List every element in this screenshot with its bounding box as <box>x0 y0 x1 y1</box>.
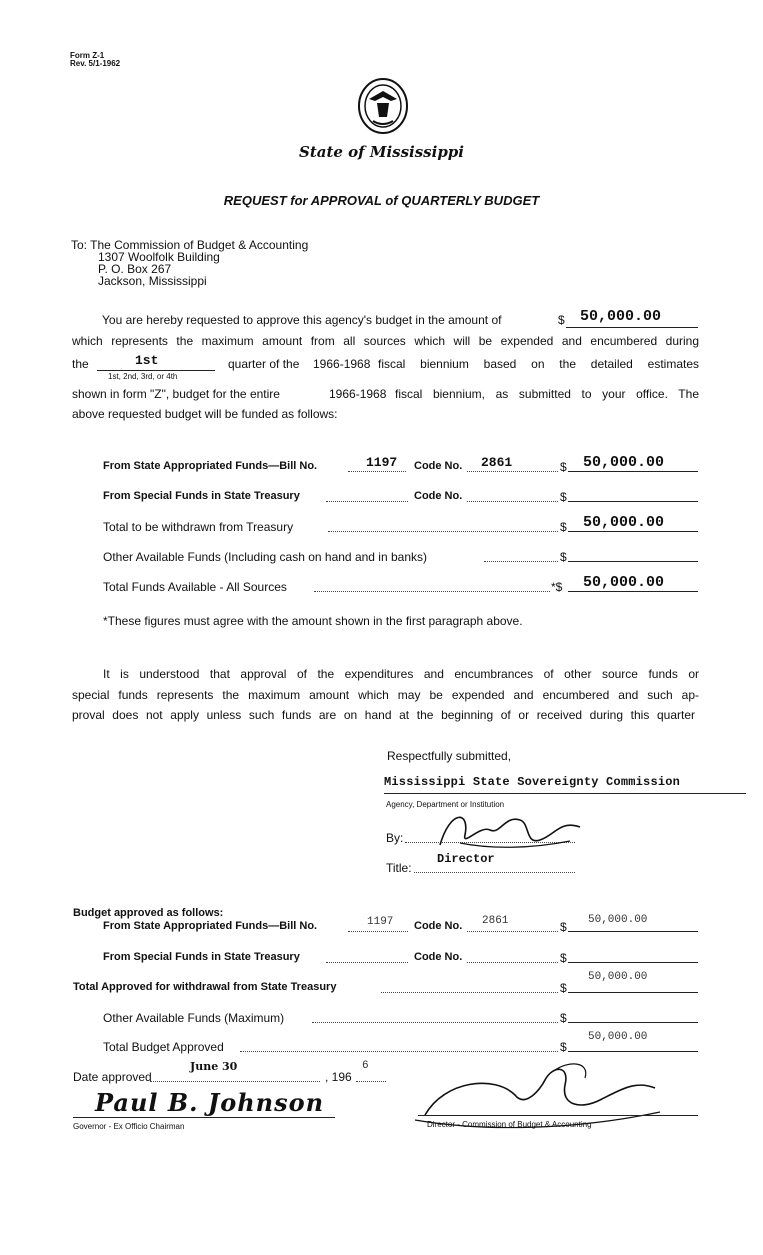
by-label: By: <box>386 831 404 845</box>
biennium-value-2: 1966-1968 <box>329 387 387 401</box>
funding-row1-dollar: $ <box>560 460 567 474</box>
approval-row5-dollar: $ <box>560 1040 567 1054</box>
recipient-address <box>71 239 308 287</box>
funding-row3-line <box>568 531 698 532</box>
quarter-value: 1st <box>135 353 159 368</box>
para1-line1-text: You are hereby requested to approve this agency's budget in the amount of <box>102 313 502 327</box>
approval-row3-dollar: $ <box>560 981 567 995</box>
para1-line2: which represents the maximum amount from all sources which will be expended and encumbered during <box>72 334 699 348</box>
form-id <box>70 52 120 68</box>
funding-row1-line <box>568 471 698 472</box>
approval-row5-dots <box>240 1051 558 1052</box>
biennium-value-1: 1966-1968 <box>313 357 371 371</box>
state-seal-icon <box>357 77 409 135</box>
approval-bill-number: 1197 <box>367 916 394 928</box>
row2-code-dots <box>467 501 558 502</box>
approval-row5-amount: 50,000.00 <box>588 1031 648 1043</box>
approval-row2-line <box>568 962 698 963</box>
para1-dollar-sign: $ <box>558 313 565 327</box>
director-caption: Director - Commission of Budget & Accounting <box>427 1120 592 1129</box>
approval-row4-dots <box>312 1022 558 1023</box>
address-line: P. O. Box 267 <box>98 262 172 276</box>
funding-row4-line <box>568 561 698 562</box>
title-dots <box>414 872 575 873</box>
date-year-prefix: , 196 <box>325 1070 352 1084</box>
quarter-hint: 1st, 2nd, 3rd, or 4th <box>108 372 178 381</box>
funding-row2-dollar: $ <box>560 490 567 504</box>
approval-row1-line <box>568 931 698 932</box>
requested-amount: 50,000.00 <box>580 308 662 325</box>
para2-line1: It is understood that approval of the expenditures and encumbrances of other source funds or <box>103 667 699 681</box>
address-line: 1307 Woolfolk Building <box>98 250 220 264</box>
approval-row1-label: From State Appropriated Funds—Bill No. <box>103 920 318 932</box>
para1-line3-tail: fiscal biennium based on the detailed estimates <box>378 357 699 371</box>
title-value: Director <box>437 852 495 866</box>
para1-line4-a: shown in form "Z", budget for the entire <box>72 387 280 401</box>
funding-row1-amount: 50,000.00 <box>583 454 665 471</box>
funding-row4-dollar: $ <box>560 550 567 564</box>
date-dots <box>150 1081 320 1082</box>
approval-row3-label: Total Approved for withdrawal from State Treasury <box>73 981 337 993</box>
date-year-suffix: 6 <box>362 1060 369 1072</box>
row4-dots <box>484 561 558 562</box>
funding-bill-number: 1197 <box>366 455 398 470</box>
para1-quarter-of: quarter of the <box>228 357 300 371</box>
funding-note: *These figures must agree with the amount shown in the first paragraph above. <box>103 614 523 628</box>
approval-row4-dollar: $ <box>560 1011 567 1025</box>
document-title: REQUEST for APPROVAL of QUARTERLY BUDGET <box>223 193 540 208</box>
row5-dots <box>314 591 550 592</box>
governor-caption: Governor - Ex Officio Chairman <box>73 1122 185 1131</box>
date-year-prefix-text: 196 <box>331 1070 352 1084</box>
quarter-line <box>97 370 215 371</box>
approval-row2-code-dots <box>467 962 558 963</box>
governor-signature: Paul B. Johnson <box>95 1088 325 1117</box>
year-dots <box>356 1081 386 1082</box>
approval-row3-dots <box>381 992 558 993</box>
amount-line <box>566 327 698 328</box>
funding-row1-code-label: Code No. <box>414 460 463 472</box>
bill-dots <box>348 471 406 472</box>
funding-code-number: 2861 <box>481 455 513 470</box>
funding-row5-line <box>568 591 698 592</box>
date-approved-label: Date approved <box>73 1070 152 1084</box>
approval-code-number: 2861 <box>482 915 509 927</box>
funding-row3-dollar: $ <box>560 520 567 534</box>
funding-row3-label: Total to be withdrawn from Treasury <box>103 520 294 534</box>
respectfully-submitted: Respectfully submitted, <box>387 749 512 763</box>
code-dots <box>467 471 558 472</box>
para1-the: the <box>72 357 89 371</box>
row2-dots <box>326 501 408 502</box>
funding-row5-label: Total Funds Available - All Sources <box>103 580 287 594</box>
form-revision: Rev. 5/1-1962 <box>70 59 121 68</box>
approval-row2-code-label: Code No. <box>414 951 463 963</box>
approval-row5-label: Total Budget Approved <box>103 1040 224 1054</box>
governor-line <box>73 1117 335 1118</box>
approval-row4-label: Other Available Funds (Maximum) <box>103 1011 285 1025</box>
row3-dots <box>328 531 558 532</box>
approval-heading: Budget approved as follows: <box>73 907 224 919</box>
agency-name: Mississippi State Sovereignty Commission <box>384 775 681 789</box>
para2-line3: proval does not apply unless such funds are on hand at the beginning of or received during this quarter <box>72 708 695 722</box>
approval-row2-dollar: $ <box>560 951 567 965</box>
form-number: Form Z-1 <box>70 51 105 60</box>
para1-line4-b: fiscal biennium, as submitted to your office. The <box>395 387 699 401</box>
agency-line <box>384 793 746 794</box>
funding-row5-dollar: *$ <box>551 580 563 594</box>
title-label: Title: <box>386 861 412 875</box>
approval-row1-dollar: $ <box>560 920 567 934</box>
address-line: To: The Commission of Budget & Accounting <box>71 238 309 252</box>
state-title: State of Mississippi <box>298 143 464 161</box>
funding-row2-label: From Special Funds in State Treasury <box>103 490 300 502</box>
address-line: Jackson, Mississippi <box>98 274 207 288</box>
funding-row3-amount: 50,000.00 <box>583 514 665 531</box>
approval-row3-line <box>568 992 698 993</box>
approval-row4-line <box>568 1022 698 1023</box>
approval-bill-dots <box>348 931 408 932</box>
director-signature-icon <box>430 805 590 855</box>
funding-row2-code-label: Code No. <box>414 490 463 502</box>
funding-row1-label: From State Appropriated Funds—Bill No. <box>103 460 318 472</box>
funding-row5-amount: 50,000.00 <box>583 574 665 591</box>
approval-row3-amount: 50,000.00 <box>588 971 648 983</box>
approval-row1-amount: 50,000.00 <box>588 914 648 926</box>
director-line <box>418 1115 698 1116</box>
approval-row2-label: From Special Funds in State Treasury <box>103 951 300 963</box>
approval-row5-line <box>568 1051 698 1052</box>
agency-caption: Agency, Department or Institution <box>386 800 505 809</box>
date-approved-value: June 30 <box>190 1060 238 1073</box>
para2-line2: special funds represents the maximum amount which may be expended and encumbered and such ap- <box>72 688 699 702</box>
para1-line5: above requested budget will be funded as follows: <box>72 407 338 421</box>
funding-row2-line <box>568 501 698 502</box>
approval-row1-code-label: Code No. <box>414 920 463 932</box>
approval-row2-dots <box>326 962 408 963</box>
approval-code-dots <box>467 931 558 932</box>
funding-row4-label: Other Available Funds (Including cash on hand and in banks) <box>103 550 427 564</box>
